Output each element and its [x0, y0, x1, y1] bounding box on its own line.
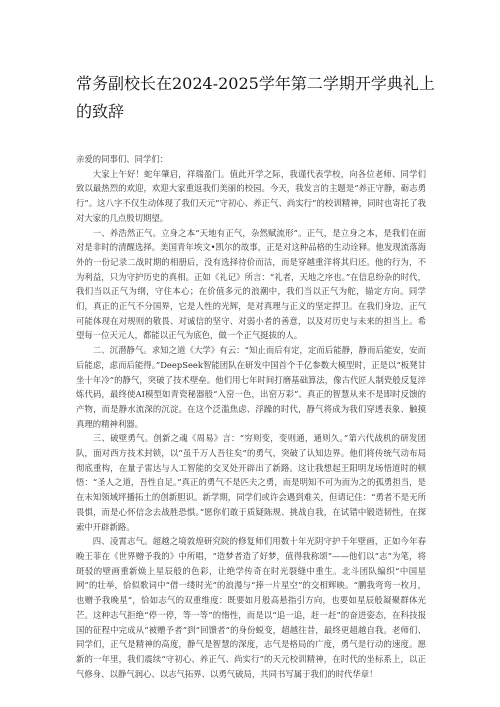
document-title: 常务副校长在2024-2025学年第二学期开学典礼上的致辞	[76, 74, 435, 121]
document-body	[76, 152, 426, 681]
paragraph-intro: 大家上午好！蛇年肇启，祥瑞盈门。值此开学之际，我谨代表学校，向各位老师、同学们致以最热烈的欢迎，欢迎大家重返我们美丽的校园。今天，我发言的主题是“养正守静，砺志勇行”。这八字不仅生动体现了我们天元“守初心、养正气、尚实行”的校训精神，同时也寄托了我对大家的几点殷切期望。	[76, 168, 426, 223]
paragraph-section-3: 三、破壁勇气。创新之魂《周易》言：“穷则变，变则通，通则久。”第六代战机的研发团队，面对西方技术封锁，以“虽千万人吾往矣”的勇气，突破了认知边界。他们将传统气动布局彻底重构，在量子雷达与人工智能的交叉处开辟出了新路。这让我想起王阳明龙场悟道时的顿悟：“圣人之道，吾性自足。”真正的勇气不是匹夫之勇，而是明知不可为而为之的孤勇担当，是在未知领域坪播拓土的创新胆识。新学期，同学们或许会遇到难关，但请记住：“勇者不是无所畏惧，而是心怀信念去战胜恐惧。”愿你们敢于质疑陈规、挑战自我，在试错中锻造韧性，在探索中开辟新路。	[76, 433, 426, 532]
paragraph-section-1: 一、养浩然正气。立身之本“天地有正气，杂然赋流形”。正气，是立身之本，是我们在面对是非时的清醒选择。美国青年埃文•凯尔的故事，正是对这种品格的生动诠释。他发现流落海外的一份记录二战时期的相册后，没有选择待价而沽，而是穿越重洋将其归还。他的行为，不为利益，只为守护历史的真相。正如《礼记》所言：“礼者，天地之序也。”在信息纷杂的时代，我们当以正气为纲，守住本心；在价值多元的浪潮中，我们当以正气为舵，锚定方向。同学们，真正的正气不分国界，它是人性的光辉，是对真理与正义的坚定捍卫。在我们身边，正气可能体现在对规则的敬畏、对诚信的坚守、对弱小者的善意，以及对历史与未来的担当上。希望每一位天元人，都能以正气为底色，做一个正气挺拔的人。	[76, 227, 426, 341]
paragraph-section-2: 二、沉潜静气。求知之道《大学》有云：“知止而后有定，定而后能静，静而后能安，安而后能虑，虑而后能得。”DeepSeek智能团队在研发中国首个千亿参数大模型时，正是以“板凳甘坐十年冷”的静气，突破了技术壁垒。他们用七年时间打磨基础算法，像古代匠人制瓷般反复淬炼代码，最终使AI模型如青瓷秘器般“入窑一色，出窑万彩”。真正的智慧从来不是即时反馈的产物，而是静水流深的沉淀。在这个泛滥焦虑、浮躁的时代，静气将成为我们穿透表象、触摸真理的精神利器。	[76, 345, 426, 429]
paragraph-section-4: 四、凌霄志气。超越之境敦煌研究院的修复师们用数十年光阴守护千年壁画，正如今年春晚王菲在《世界赠予我的》中所唱，“造梦者造了好梦，值得我称颂”——他们以“志”为笔，将斑驳的壁画重新焕上星辰般的色彩，让绝学传奇在时光裂缝中重生。北斗团队编织“中国星网”的壮举，恰似歌词中“借一缕时光”的浪漫与“捧一片星空”的交相辉映。“鹏我弯弯一枚月，也赠予我晚星”，恰如志气的双重维度：既要如月般高悬指引方向，也要如星辰般凝聚群体光芒。这种志气拒绝“停一停，等一等”的惰性，而是以“追一追，赶一赶”的奋进姿态，在科技报国的征程中完成从“被赠予者”到“回馈者”的身份蜕变，超越往昔，最终更超越自我。老师们、同学们，正气是精神的高度，静气是智慧的深度，志气是格局的广度，勇气是行动的速度。愿新的一年里，我们震续“守初心、养正气、尚实行”的天元校训精神，在时代的坐标系上，以正气修身、以静气润心、以志气拓界、以勇气破局，共同书写属于我们的时代华章！	[76, 536, 426, 679]
greeting: 亲爱的同事们、同学们：	[76, 154, 169, 164]
